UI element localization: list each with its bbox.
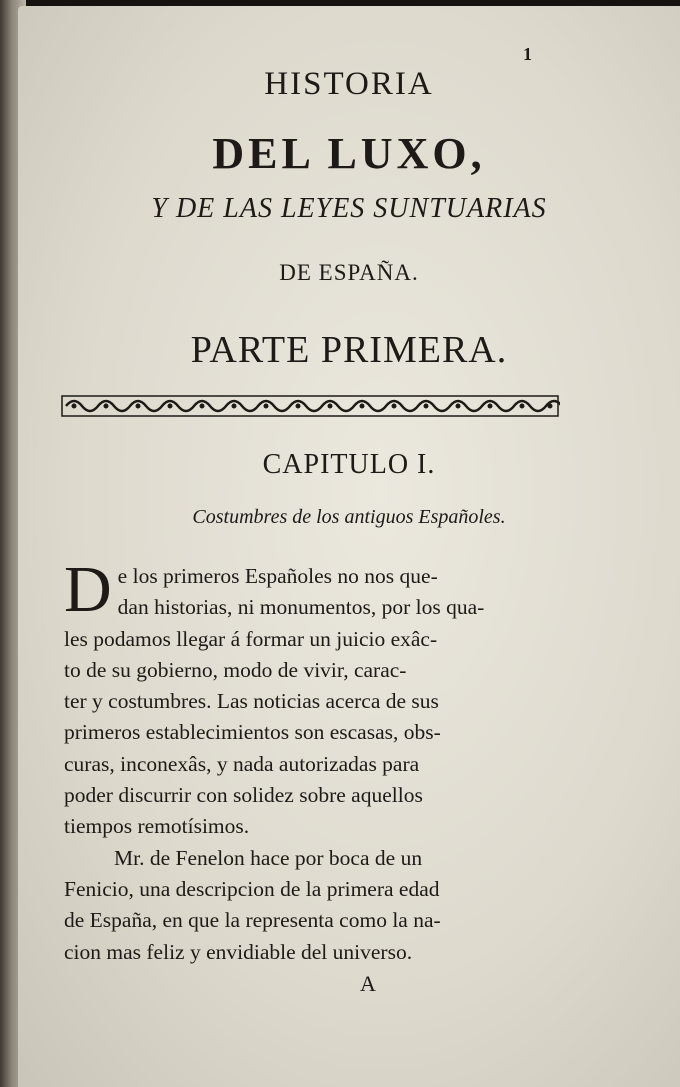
part-heading: PARTE PRIMERA. — [190, 329, 508, 371]
drop-cap: D — [64, 553, 112, 626]
title-line-2: DEL LUXO, — [212, 129, 486, 178]
body-text — [64, 553, 594, 968]
chapter-subtitle: Costumbres de los antiguos Españoles. — [192, 506, 506, 528]
title-line-1: HISTORIA — [264, 66, 434, 102]
text-line: to de su gobierno, modo de vivir, carac- — [64, 657, 407, 682]
text-line: ter y costumbres. Las noticias acerca de sus — [64, 689, 439, 714]
text-line: primeros establecimientos son escasas, obs- — [64, 720, 441, 745]
title-line-4: DE ESPAÑA. — [279, 260, 419, 285]
book-page — [18, 6, 680, 1087]
text-line: de España, en que la representa como la na- — [64, 908, 441, 933]
ornamental-divider — [60, 392, 560, 420]
text-line: les podamos llegar á formar un juicio exâc- — [64, 626, 438, 651]
page-number: 1 — [523, 44, 532, 64]
title-line-3: Y DE LAS LEYES SUNTUARIAS — [151, 193, 547, 224]
text-line: curas, inconexâs, y nada autorizadas para — [64, 751, 420, 776]
text-line: Fenicio, una descripcion de la primera edad — [64, 876, 440, 901]
chapter-heading: CAPITULO I. — [262, 449, 436, 480]
text-line: cion mas feliz y envidiable del universo. — [64, 939, 413, 964]
text-line: poder discurrir con solidez sobre aquellos — [64, 783, 423, 808]
text-line: Mr. de Fenelon hace por boca de un — [114, 845, 423, 870]
text-line: dan historias, ni monumentos, por los qua- — [117, 595, 485, 620]
text-line: tiempos remotísimos. — [64, 814, 250, 839]
signature-mark: A — [360, 971, 376, 996]
text-line: e los primeros Españoles no nos que- — [117, 564, 438, 588]
